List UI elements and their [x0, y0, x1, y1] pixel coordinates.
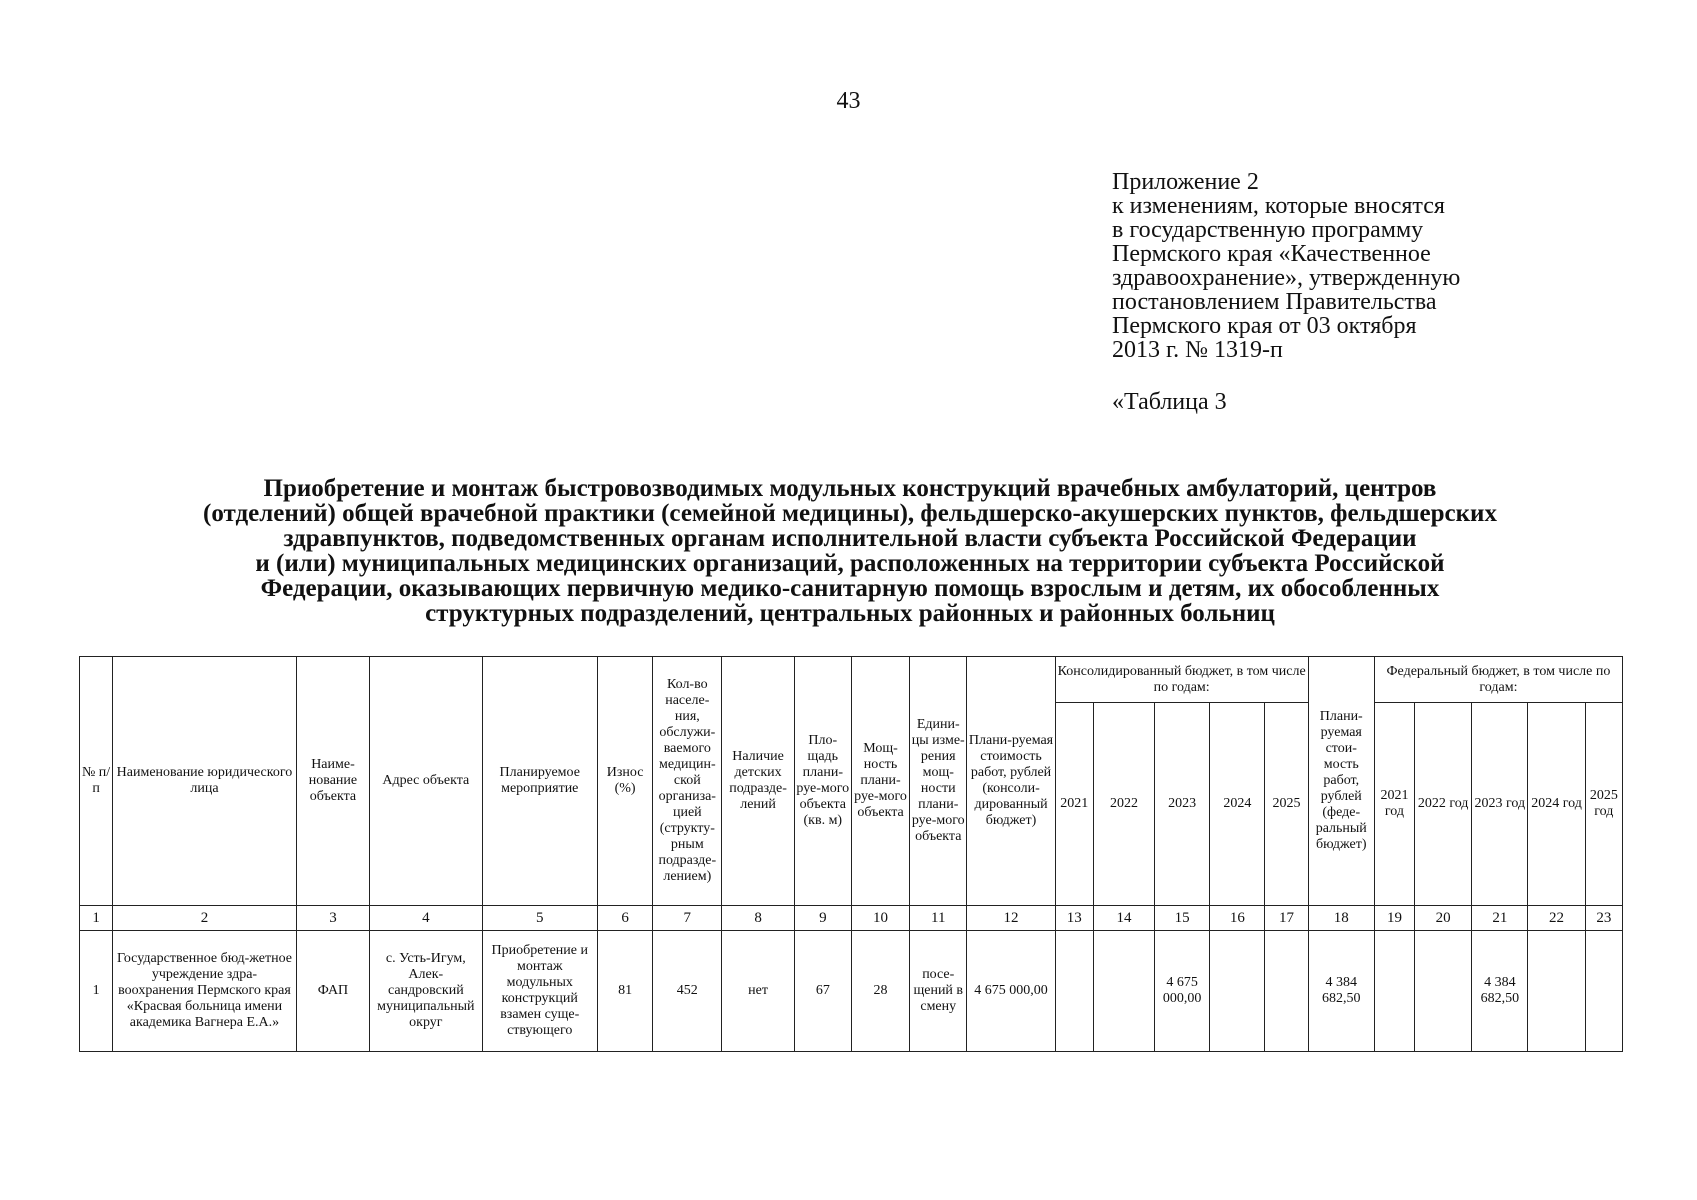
- column-number: 9: [794, 906, 851, 931]
- header-unit: Едини-цы изме-рения мощ-ности плани-руе-мого объекта: [910, 657, 967, 906]
- title-line: Федерации, оказывающих первичную медико-санитарную помощь взрослым и детям, их обособленных: [260, 575, 1440, 602]
- appendix-line: Пермского края «Качественное: [1112, 241, 1431, 267]
- column-number: 6: [597, 906, 652, 931]
- header-cons-year: 2025: [1265, 703, 1308, 906]
- header-population: Кол-во населе-ния, обслужи-ваемого медицин-ской организа-цией (структу-рным подразде-лением): [653, 657, 722, 906]
- column-number: 18: [1308, 906, 1374, 931]
- header-fed-year: 2023 год: [1472, 703, 1528, 906]
- column-number: 1: [80, 906, 113, 931]
- table-row: [80, 931, 1623, 1052]
- cell-fed-year: [1415, 931, 1472, 1052]
- cell-cons-year: [1093, 931, 1154, 1052]
- header-federal-cost: Плани-руемая стои-мость работ, рублей (феде-ральный бюджет): [1308, 657, 1374, 906]
- column-number-row: [80, 906, 1623, 931]
- column-number: 22: [1528, 906, 1585, 931]
- data-table: [79, 656, 1623, 1052]
- appendix-line: Приложение 2: [1112, 169, 1259, 195]
- appendix-line: постановлением Правительства: [1112, 289, 1437, 315]
- cell-fed-year: [1528, 931, 1585, 1052]
- document-title: [90, 476, 1610, 626]
- header-capacity: Мощ-ность плани-руе-мого объекта: [851, 657, 909, 906]
- header-object-name: Наиме-нование объекта: [296, 657, 369, 906]
- header-address: Адрес объекта: [370, 657, 482, 906]
- page-number: 43: [836, 88, 861, 114]
- cell-fed-cost: 4 384 682,50: [1308, 931, 1374, 1052]
- title-line: (отделений) общей врачебной практики (семейной медицины), фельдшерско-акушерских пунктов, фельдшерских: [203, 500, 1497, 527]
- header-fed-year: 2022 год: [1415, 703, 1472, 906]
- header-cons-year: 2024: [1210, 703, 1265, 906]
- header-planned-cost: Плани-руемая стоимость работ, рублей (консоли-дированный бюджет): [967, 657, 1055, 906]
- column-number: 19: [1374, 906, 1414, 931]
- header-fed-year: 2021 год: [1374, 703, 1414, 906]
- cell-child-units: нет: [722, 931, 794, 1052]
- cell-unit: посе-щений в смену: [910, 931, 967, 1052]
- header-consolidated-budget: Консолидированный бюджет, в том числе по годам:: [1055, 657, 1308, 703]
- header-cons-year: 2021: [1055, 703, 1093, 906]
- appendix-line: в государственную программу: [1112, 217, 1424, 243]
- cell-address: с. Усть-Игум, Алек-сандровский муниципальный округ: [370, 931, 482, 1052]
- column-number: 7: [653, 906, 722, 931]
- cell-cons-year: 4 675 000,00: [1155, 931, 1210, 1052]
- cell-legal-entity: Государственное бюд-жетное учреждение здра-воохранения Пермского края «Красвая больница имени академика Вагнера Е.А.»: [113, 931, 297, 1052]
- appendix-line: Пермского края от 03 октября: [1112, 313, 1417, 339]
- column-number: 4: [370, 906, 482, 931]
- cell-wear: 81: [597, 931, 652, 1052]
- header-num: № п/п: [80, 657, 113, 906]
- cell-fed-year: 4 384 682,50: [1472, 931, 1528, 1052]
- cell-cons-year: [1055, 931, 1093, 1052]
- column-number: 15: [1155, 906, 1210, 931]
- cell-planned-event: Приобретение и монтаж модульных конструкций взамен суще-ствующего: [482, 931, 597, 1052]
- column-number: 14: [1093, 906, 1154, 931]
- title-line: и (или) муниципальных медицинских организаций, расположенных на территории субъекта Российской: [255, 550, 1445, 577]
- header-fed-year: 2025 год: [1585, 703, 1622, 906]
- appendix-line: 2013 г. № 1319-п: [1112, 337, 1283, 363]
- cell-area: 67: [794, 931, 851, 1052]
- column-number: 5: [482, 906, 597, 931]
- header-child-units: Наличие детских подразде-лений: [722, 657, 794, 906]
- column-number: 20: [1415, 906, 1472, 931]
- column-number: 2: [113, 906, 297, 931]
- column-number: 23: [1585, 906, 1622, 931]
- header-legal-entity: Наименование юридического лица: [113, 657, 297, 906]
- column-number: 12: [967, 906, 1055, 931]
- cell-object-name: ФАП: [296, 931, 369, 1052]
- table-label: «Таблица 3: [1112, 389, 1227, 415]
- column-number: 11: [910, 906, 967, 931]
- cell-fed-year: [1374, 931, 1414, 1052]
- column-number: 16: [1210, 906, 1265, 931]
- column-number: 3: [296, 906, 369, 931]
- header-fed-year: 2024 год: [1528, 703, 1585, 906]
- title-line: здравпунктов, подведомственных органам исполнительной власти субъекта Российской Федерации: [283, 525, 1417, 552]
- cell-fed-year: [1585, 931, 1622, 1052]
- appendix-line: здравоохранение», утвержденную: [1112, 265, 1461, 291]
- header-federal-budget: Федеральный бюджет, в том числе по годам:: [1374, 657, 1622, 703]
- cell-cons-year: [1265, 931, 1308, 1052]
- cell-planned-cost: 4 675 000,00: [967, 931, 1055, 1052]
- column-number: 8: [722, 906, 794, 931]
- header-cons-year: 2023: [1155, 703, 1210, 906]
- column-number: 21: [1472, 906, 1528, 931]
- header-area: Пло-щадь плани-руе-мого объекта (кв. м): [794, 657, 851, 906]
- cell-population: 452: [653, 931, 722, 1052]
- cell-capacity: 28: [851, 931, 909, 1052]
- header-wear: Износ (%): [597, 657, 652, 906]
- title-line: Приобретение и монтаж быстровозводимых модульных конструкций врачебных амбулаторий, центров: [263, 475, 1437, 502]
- appendix-block: [1112, 170, 1672, 414]
- header-cons-year: 2022: [1093, 703, 1154, 906]
- column-number: 13: [1055, 906, 1093, 931]
- appendix-line: к изменениям, которые вносятся: [1112, 193, 1445, 219]
- header-planned-event: Планируемое мероприятие: [482, 657, 597, 906]
- column-number: 10: [851, 906, 909, 931]
- column-number: 17: [1265, 906, 1308, 931]
- cell-num: 1: [80, 931, 113, 1052]
- title-line: структурных подразделений, центральных районных и районных больниц: [425, 600, 1275, 627]
- cell-cons-year: [1210, 931, 1265, 1052]
